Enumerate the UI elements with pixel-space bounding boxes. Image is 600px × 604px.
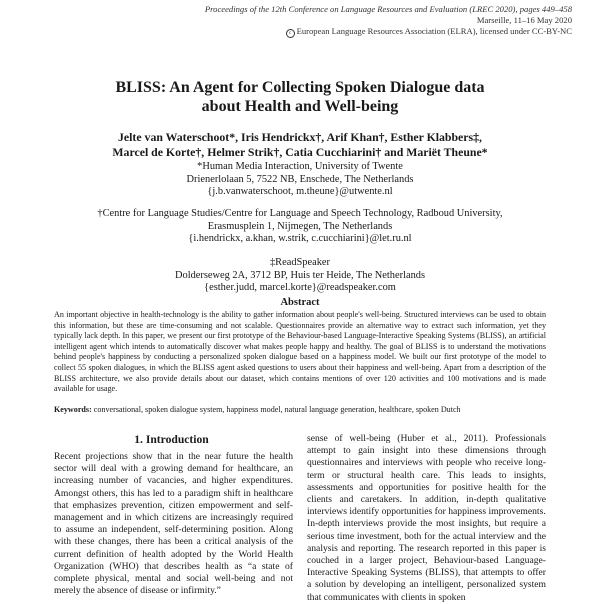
section-heading-introduction: 1. Introduction — [134, 433, 209, 446]
title-line-1: BLISS: An Agent for Collecting Spoken Dialogue data — [115, 79, 485, 96]
affiliation-readspeaker — [40, 257, 560, 295]
proceedings-line: Proceedings of the 12th Conference on Language Resources and Evaluation (LREC 2020), pages 449–458 — [204, 4, 572, 14]
affiliation-name: †Centre for Language Studies/Centre for Language and Speech Technology, Radboud University, — [97, 208, 503, 219]
affiliation-address: Drienerlolaan 5, 7522 NB, Enschede, The Netherlands — [186, 173, 414, 185]
keywords-label: Keywords: — [54, 405, 92, 414]
proceedings-header — [192, 4, 572, 38]
paper-title — [60, 78, 540, 116]
affiliation-radboud — [40, 208, 560, 246]
title-line-2: about Health and Well-being — [201, 98, 399, 115]
keywords — [54, 405, 546, 416]
location-date: Marseille, 11–16 May 2020 — [476, 14, 572, 25]
affiliation-email: {j.b.vanwaterschoot, m.theune}@utwente.nl — [207, 186, 393, 198]
intro-paragraph-1: Recent projections show that in the near future the health sector will deal with a growing demand for healthcare, an increasing number of vacancies, and higher expenditures. Amongst others, this has led to a paradigm shift in healthcare that emphasizes prevention, citizen empowerment and self-management and in which citizens are increasingly required to assume an independent, self-determining position. Along with these changes, there has been a critical analysis of the current definition of health adopted by the World Health Organization (WHO) that describes health as “a state of complete physical, mental and social well-being and not merely the absence of disease or infirmity.” — [54, 451, 293, 597]
keywords-text: conversational, spoken dialogue system, happiness model, natural language generation, healthcare, spoken Dutch — [93, 405, 461, 414]
abstract-heading: Abstract — [280, 297, 320, 308]
intro-paragraph-3: In-depth interviews provide the most insights, but require a serious time investment, both for the actual interview and the analysis and reporting. The research reported in this paper is couched in a larger project, Behaviour-based Language-Interactive Speaking Systems (BLISS), that attempts to offer a solution by developing an intelligent, personalized system that communicates with clients in spoken — [307, 518, 546, 603]
affiliation-twente — [40, 161, 560, 199]
intro-paragraph-2: sense of well-being (Huber et al., 2011). Professionals attempt to gain insight into these dimensions through questionnaires and interviews with people who receive long-term or structural health care. This leads to insights, assessments and opportunities for positive health for the clients and caretakers. In addition, in-depth qualitative interviews identify opportunities for happiness improvements. — [307, 433, 546, 518]
copyright-icon: c — [286, 29, 295, 38]
affiliation-email: {i.hendrickx, a.khan, w.strik, c.cucchiarini}@let.ru.nl — [188, 233, 412, 245]
authors-line-1-text: Jelte van Waterschoot*, Iris Hendrickx†, Arif Khan†, Esther Klabbers‡, — [118, 130, 482, 144]
license-text: European Language Resources Association (ELRA), licensed under CC-BY-NC — [296, 25, 572, 36]
affiliation-email: {esther.judd, marcel.korte}@readspeaker.com — [204, 282, 396, 294]
authors-line-2: Marcel de Korte†, Helmer Strik†, Catia Cucchiarini† and Mariët Theune* — [112, 145, 488, 159]
affiliation-name: *Human Media Interaction, University of Twente — [197, 161, 403, 172]
abstract-text: An important objective in health-technology is the ability to gather information about people's well-being. Structured interviews can be used to obtain this information, but these are time-consuming and not scalable. Questionnaires provide an alternative way to extract such information, yet they typically lack depth. In this paper, we present our first prototype of the Behaviour-based Language-Interactive Speaking Systems (BLISS), an artificial intelligent agent which intends to automatically discover what makes people happy and healthy. The goal of BLISS is to understand the motivations behind people's happiness by conducting a personalized spoken dialogue based on a happiness model. We built our first prototype of the model to collect 55 spoken dialogues, in which the BLISS agent asked questions to users about their happiness and well-being. Apart from a description of the BLISS architecture, we also provide details about our dataset, which contains mentions of over 120 activities and 100 motivations and is made available for usage. — [54, 310, 546, 394]
license-line — [192, 26, 572, 38]
affiliation-name: ‡ReadSpeaker — [269, 257, 330, 268]
affiliation-address: Dolderseweg 2A, 3712 BP, Huis ter Heide, The Netherlands — [175, 269, 425, 281]
authors-line-1 — [40, 130, 560, 145]
author-list — [40, 130, 560, 160]
affiliation-address: Erasmusplein 1, Nijmegen, The Netherlands — [207, 220, 393, 232]
right-column — [307, 433, 546, 604]
left-column — [54, 451, 293, 597]
